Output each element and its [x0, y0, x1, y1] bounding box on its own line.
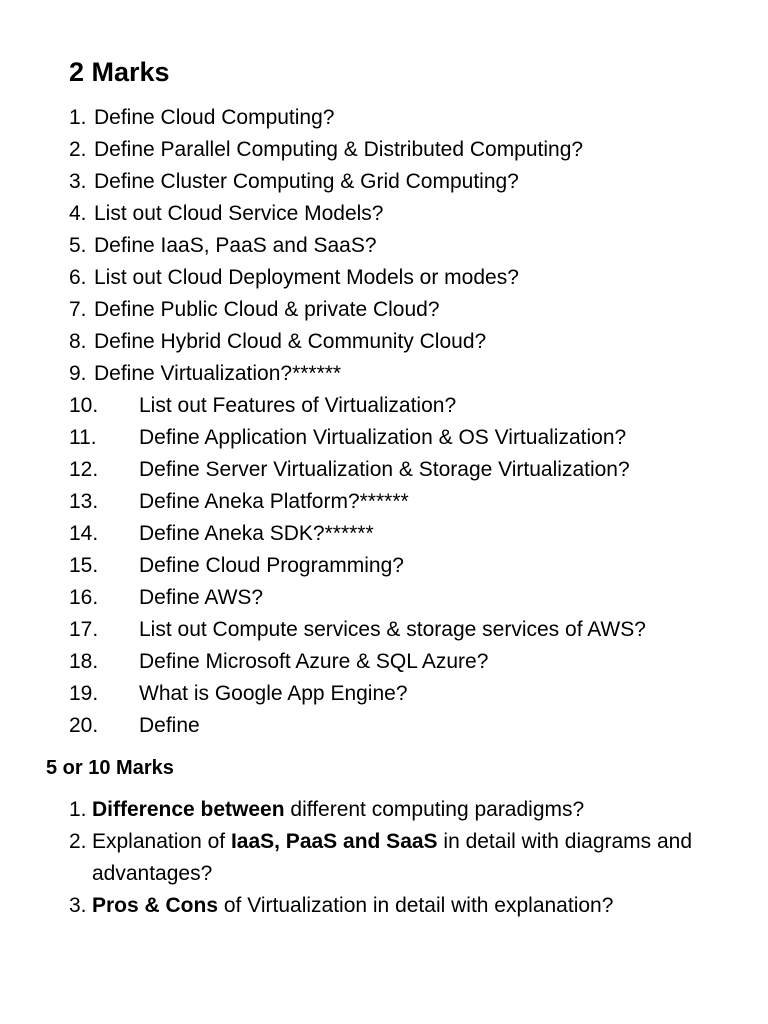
item-number: 9. [69, 362, 87, 385]
item-text: Define Cluster Computing & Grid Computing? [94, 170, 519, 193]
item-text-bold: Difference between [92, 798, 285, 821]
item-text: Define Cloud Computing? [94, 106, 335, 129]
item-text-post: in detail with diagrams and advantages? [92, 830, 693, 885]
item-text: Define Application Virtualization & OS Virtualization? [139, 426, 627, 449]
item-text: Define Microsoft Azure & SQL Azure? [139, 650, 489, 673]
item-text [92, 890, 729, 922]
list-item [69, 454, 646, 486]
list-item [69, 794, 729, 826]
item-text-post: of Virtualization in detail with explanation? [218, 894, 614, 917]
item-text-bold: IaaS, PaaS and SaaS [230, 830, 438, 853]
list-item [69, 826, 729, 890]
item-number: 2. [69, 830, 87, 853]
item-number: 14. [69, 522, 99, 545]
list-item [69, 198, 646, 230]
item-number: 8. [69, 330, 87, 353]
list-item [69, 390, 646, 422]
item-text: Define Cloud Programming? [139, 554, 404, 577]
item-text: Define Hybrid Cloud & Community Cloud? [94, 330, 487, 353]
list-item [69, 518, 646, 550]
list-item [69, 486, 646, 518]
list-item [69, 422, 646, 454]
item-number: 16. [69, 586, 99, 609]
item-text: Define Public Cloud & private Cloud? [94, 298, 440, 321]
item-number: 17. [69, 618, 99, 641]
item-number: 7. [69, 298, 87, 321]
list-item [69, 134, 646, 166]
list-item [69, 326, 646, 358]
item-number: 5. [69, 234, 87, 257]
list-item [69, 710, 646, 742]
list-item [69, 262, 646, 294]
item-text: Define Parallel Computing & Distributed Computing? [94, 138, 584, 161]
item-number: 3. [69, 894, 87, 917]
list-item [69, 358, 646, 390]
item-text: Define Server Virtualization & Storage Virtualization? [139, 458, 630, 481]
list-item [69, 614, 646, 646]
two-marks-heading: 2 Marks [69, 57, 170, 87]
list-item [69, 230, 646, 262]
list-item [69, 582, 646, 614]
item-text: List out Cloud Deployment Models or modes? [94, 266, 519, 289]
item-text: Define Aneka Platform?****** [139, 490, 409, 513]
item-text-bold: Pros & Cons [92, 894, 219, 917]
item-number: 13. [69, 490, 99, 513]
list-item [69, 166, 646, 198]
item-text-post: different computing paradigms? [284, 798, 585, 821]
two-marks-question-list [69, 102, 646, 742]
item-number: 2. [69, 138, 87, 161]
list-item [69, 294, 646, 326]
item-number: 6. [69, 266, 87, 289]
five-ten-marks-heading: 5 or 10 Marks [46, 757, 174, 779]
item-text: What is Google App Engine? [139, 682, 408, 705]
item-text: Define IaaS, PaaS and SaaS? [94, 234, 377, 257]
five-ten-marks-question-list [69, 794, 729, 922]
item-number: 10. [69, 394, 99, 417]
list-item [69, 890, 729, 922]
item-number: 3. [69, 170, 87, 193]
item-text: List out Compute services & storage services of AWS? [139, 618, 646, 641]
item-text: List out Cloud Service Models? [94, 202, 384, 225]
item-text: Define AWS? [139, 586, 264, 609]
item-number: 12. [69, 458, 99, 481]
list-item [69, 646, 646, 678]
list-item [69, 102, 646, 134]
item-number: 1. [69, 106, 87, 129]
item-text-pre: Explanation of [92, 830, 231, 853]
item-text: Define Aneka SDK?****** [139, 522, 374, 545]
list-item [69, 678, 646, 710]
item-text: Define [139, 714, 200, 737]
item-number: 11. [69, 426, 97, 449]
item-text [92, 794, 729, 826]
item-text: Define Virtualization?****** [94, 362, 342, 385]
item-number: 1. [69, 798, 87, 821]
item-number: 15. [69, 554, 99, 577]
item-number: 19. [69, 682, 99, 705]
item-number: 4. [69, 202, 87, 225]
item-text: List out Features of Virtualization? [139, 394, 457, 417]
item-number: 18. [69, 650, 99, 673]
item-text [92, 826, 729, 890]
list-item [69, 550, 646, 582]
item-number: 20. [69, 714, 99, 737]
